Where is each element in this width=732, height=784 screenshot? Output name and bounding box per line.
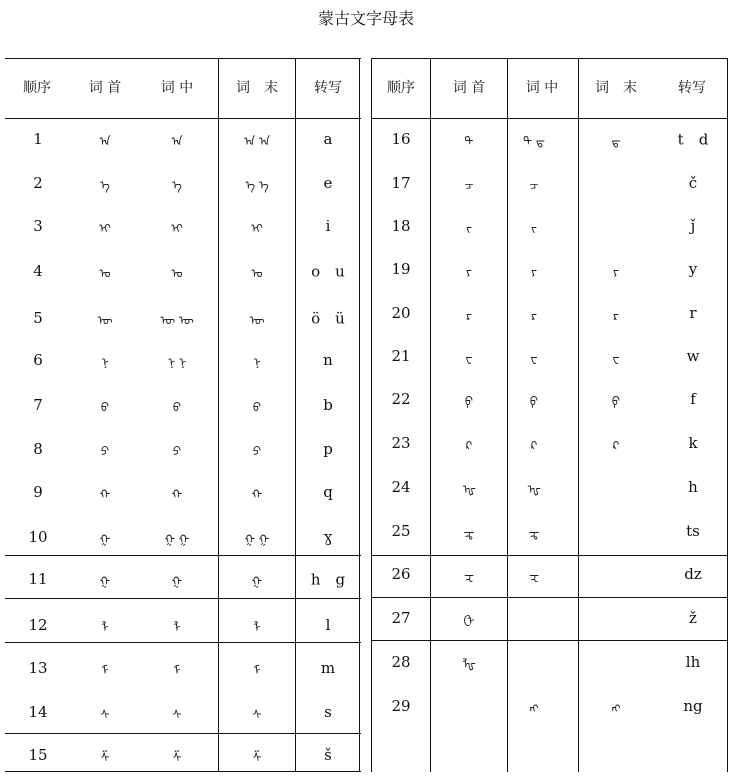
medial-form: ᠾ (527, 482, 541, 497)
medial-form: ᠥ ᠥ (160, 313, 194, 328)
transliteration: ǰ (690, 217, 696, 235)
final-form: ᠰ (252, 707, 262, 722)
transliteration: r (689, 304, 697, 322)
initial-form: ᠵ (466, 221, 472, 236)
medial-form: ᠲ ᠳ (523, 134, 545, 149)
transliteration: p (323, 440, 333, 458)
row-number: 26 (391, 565, 411, 583)
initial-form: ᠼ (463, 526, 475, 541)
transliteration: dz (684, 565, 702, 583)
transliteration: lh (685, 653, 701, 671)
final-form: ᠭ (251, 574, 263, 589)
final-form: ᠪ (252, 400, 262, 415)
transliteration: č (688, 174, 698, 192)
initial-form: ᠡ (100, 178, 110, 193)
medial-form: ᠹ (529, 394, 539, 409)
medial-form: ᠭ ᠭ (164, 532, 190, 547)
initial-form: ᠽ (464, 569, 474, 584)
header-translit: 转写 (678, 80, 706, 96)
row-number: 15 (28, 746, 48, 764)
medial-form: ᠪ (172, 400, 182, 415)
final-form: ᠫ (252, 444, 262, 459)
table-border (5, 771, 361, 772)
table-border (5, 58, 361, 59)
final-form: ᠡ ᠡ (245, 178, 269, 193)
transliteration: f (690, 390, 696, 408)
row-number: 23 (391, 434, 411, 452)
row-number: 22 (391, 390, 411, 408)
transliteration: e (323, 174, 333, 192)
medial-form: ᠺ (530, 438, 538, 453)
transliteration: s (324, 703, 332, 721)
initial-form: ᡀ (462, 657, 476, 672)
table-border (371, 58, 728, 59)
row-number: 4 (33, 262, 43, 280)
transliteration: t d (677, 130, 709, 149)
row-number: 24 (391, 478, 411, 496)
medial-form: ᠨ ᠨ (167, 355, 187, 370)
initial-form: ᠥ (97, 313, 113, 328)
header-medial: 词 中 (525, 80, 559, 96)
final-form: ᠨ (253, 355, 261, 370)
initial-form: ᠷ (466, 308, 472, 323)
row-number: 28 (391, 653, 411, 671)
initial-form: ᠹ (464, 394, 474, 409)
medial-form: ᠯ (173, 620, 181, 635)
row-number: 29 (391, 697, 411, 715)
initial-form: ᠠ (99, 134, 111, 149)
initial-form: ᠫ (100, 444, 110, 459)
medial-form: ᠰ (172, 707, 182, 722)
row-number: 8 (33, 440, 43, 458)
row-divider (5, 733, 361, 734)
header-divider (371, 118, 728, 119)
row-number: 5 (33, 309, 43, 327)
header-order: 顺序 (23, 80, 51, 96)
header-final: 词 末 (595, 80, 637, 96)
row-number: 13 (28, 659, 48, 677)
row-number: 12 (28, 616, 48, 634)
transliteration: i (325, 217, 331, 235)
medial-form: ᠣ (171, 266, 183, 281)
medial-form: ᠼ (528, 526, 540, 541)
transliteration: ng (683, 697, 703, 715)
row-divider (371, 640, 728, 641)
initial-form: ᠢ (99, 221, 111, 236)
final-form: ᠳ (611, 134, 621, 149)
final-form: ᠱ (252, 750, 262, 765)
final-form: ᠥ (249, 313, 265, 328)
initial-form: ᠬ (99, 487, 111, 502)
medial-form: ᠬ (171, 487, 183, 502)
transliteration: ɣ (323, 528, 333, 546)
column-divider (507, 58, 508, 772)
medial-form: ᠩ (529, 701, 539, 716)
transliteration: a (323, 130, 333, 148)
final-form: ᠭ ᠭ (244, 532, 270, 547)
initial-form: ᠮ (101, 663, 109, 678)
row-number: 17 (391, 174, 411, 192)
row-divider (371, 555, 728, 556)
final-form: ᠠ ᠠ (243, 134, 271, 149)
initial-form: ᠶ (466, 264, 472, 279)
final-form: ᠬ (251, 487, 263, 502)
row-number: 9 (33, 483, 43, 501)
row-number: 1 (33, 130, 43, 148)
medial-form: ᠽ (529, 569, 539, 584)
final-form: ᠺ (612, 438, 620, 453)
header-translit: 转写 (314, 80, 342, 96)
row-divider (5, 642, 361, 643)
initial-form: ᠪ (100, 400, 110, 415)
final-form: ᠶ (613, 264, 619, 279)
header-order: 顺序 (387, 80, 415, 96)
row-number: 20 (391, 304, 411, 322)
transliteration: h (688, 478, 698, 496)
header-initial: 词 首 (452, 80, 486, 96)
initial-form: ᠰ (100, 707, 110, 722)
medial-form: ᠠ (171, 134, 183, 149)
page-title: 蒙古文字母表 (317, 9, 414, 28)
table-border (727, 58, 728, 772)
final-form: ᠷ (613, 308, 619, 323)
final-form: ᠮ (253, 663, 261, 678)
row-number: 11 (28, 570, 48, 588)
medial-form: ᠭ (171, 574, 183, 589)
row-number: 25 (391, 522, 411, 540)
transliteration: ö ü (311, 309, 345, 328)
transliteration: l (325, 616, 331, 634)
initial-form: ᠲ (464, 134, 474, 149)
final-form: ᠸ (612, 351, 620, 366)
initial-form: ᠣ (99, 266, 111, 281)
initial-form: ᠱ (100, 750, 110, 765)
transliteration: q (323, 483, 333, 501)
transliteration: m (320, 659, 336, 677)
row-number: 19 (391, 260, 411, 278)
row-number: 27 (391, 609, 411, 627)
row-number: 14 (28, 703, 48, 721)
initial-form: ᠿ (463, 613, 475, 628)
transliteration: ž (689, 609, 697, 627)
table-border (359, 58, 360, 772)
initial-form: ᠨ (101, 355, 109, 370)
row-number: 10 (28, 528, 48, 546)
column-divider (430, 58, 431, 772)
column-divider (295, 58, 296, 772)
medial-form: ᠢ (171, 221, 183, 236)
transliteration: ts (686, 522, 700, 540)
final-form: ᠯ (253, 620, 261, 635)
initial-form: ᠭ (99, 532, 111, 547)
medial-form: ᠱ (172, 750, 182, 765)
column-divider (578, 58, 579, 772)
row-number: 16 (391, 130, 411, 148)
row-number: 7 (33, 396, 43, 414)
medial-form: ᠶ (531, 264, 537, 279)
column-divider (218, 58, 219, 772)
header-medial: 词 中 (160, 80, 194, 96)
final-form: ᠢ (251, 221, 263, 236)
medial-form: ᠷ (531, 308, 537, 323)
medial-form: ᠡ (172, 178, 182, 193)
transliteration: b (323, 396, 333, 414)
initial-form: ᠾ (462, 482, 476, 497)
final-form: ᠣ (251, 266, 263, 281)
final-form: ᠩ (611, 701, 621, 716)
row-number: 3 (33, 217, 43, 235)
row-number: 21 (391, 347, 411, 365)
transliteration: y (688, 260, 698, 278)
transliteration: o u (311, 262, 345, 281)
medial-form: ᠴ (529, 178, 539, 193)
row-divider (5, 598, 361, 599)
header-initial: 词 首 (88, 80, 122, 96)
row-number: 18 (391, 217, 411, 235)
header-divider (5, 118, 361, 119)
initial-form: ᠭ (99, 574, 111, 589)
initial-form: ᠯ (101, 620, 109, 635)
row-divider (371, 597, 728, 598)
header-final: 词 末 (236, 80, 278, 96)
medial-form: ᠸ (530, 351, 538, 366)
transliteration: k (688, 434, 698, 452)
initial-form: ᠺ (465, 438, 473, 453)
row-number: 6 (33, 351, 43, 369)
medial-form: ᠵ (531, 221, 537, 236)
transliteration: š (324, 746, 332, 764)
transliteration: h g (310, 570, 346, 589)
medial-form: ᠫ (172, 444, 182, 459)
initial-form: ᠴ (464, 178, 474, 193)
medial-form: ᠮ (173, 663, 181, 678)
transliteration: n (323, 351, 333, 369)
row-number: 2 (33, 174, 43, 192)
transliteration: w (686, 347, 700, 365)
final-form: ᠹ (611, 394, 621, 409)
table-border (371, 58, 372, 772)
initial-form: ᠸ (465, 351, 473, 366)
row-divider (5, 555, 361, 556)
